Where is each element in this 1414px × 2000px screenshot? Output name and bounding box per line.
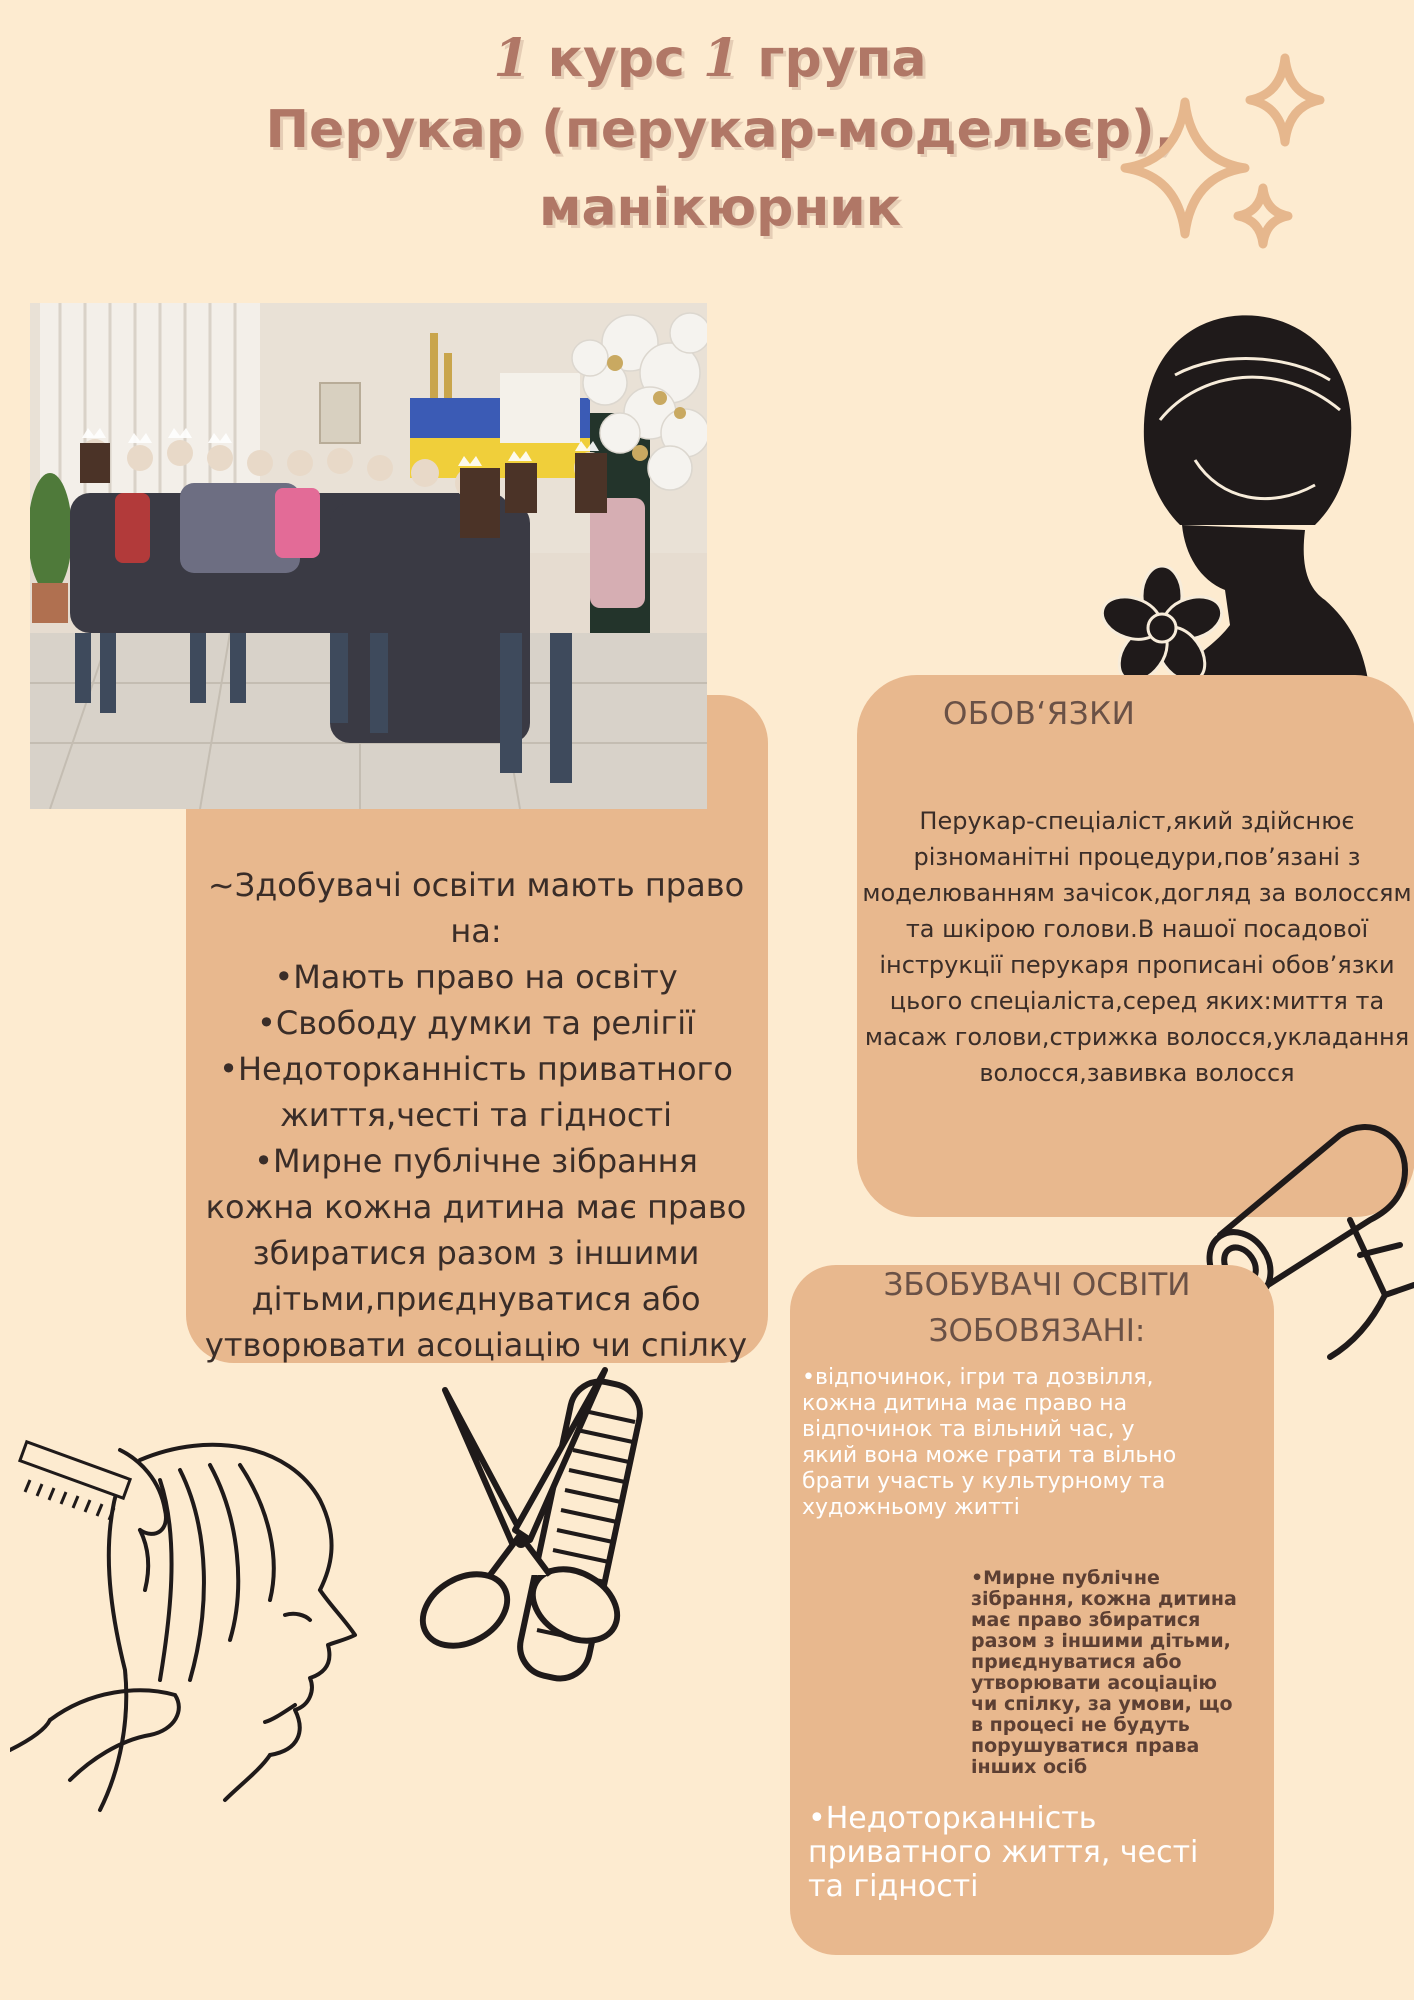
- rights-text: [196, 862, 756, 1368]
- hairdresser-illustration: [10, 1420, 430, 1840]
- group-photo: [30, 303, 707, 809]
- title-line-2: Перукар (перукар-модельєр),: [265, 100, 1175, 160]
- title-line-1: 1 курс 1 група: [493, 28, 927, 89]
- rights-item: •Свободу думки та релігії: [256, 1004, 696, 1042]
- rights-item: •Мають право на освіту: [274, 958, 678, 996]
- obligations-item-1: •відпочинок, ігри та дозвілля, кожна дитина має право на відпочинок та вільний час, у який вона може грати та вільно брати участь у культурному та художньому житті: [802, 1365, 1177, 1520]
- obligations-item-2: •Мирне публічне зібрання, кожна дитина має право збиратися разом з іншими дітьми, приєднуватися або утворювати асоціацію чи спілку, за умови, що в процесі не будуть порушуватися права інших осіб: [971, 1567, 1237, 1778]
- flower-icon: [1098, 566, 1226, 686]
- duties-text: Перукар-спеціаліст,який здійснює різноманітні процедури,пов’язані з моделюванням зачісок,догляд за волоссям та шкірою голови.В нашої посадової інструкції перукаря прописані обов’язки цього спеціаліста,серед яких:миття та масаж голови,стрижка волосся,укладання волосся,завивка волосся: [862, 807, 1412, 1087]
- rights-intro: ~Здобувачі освіти мають право на:: [207, 866, 745, 950]
- obligations-item-3: •Недоторканність приватного життя, честі та гідності: [808, 1801, 1199, 1904]
- rights-item: •Недоторканність приватного життя,честі та гідності: [219, 1050, 733, 1134]
- scissors-comb-icon: [405, 1360, 695, 1700]
- sparkle-icon: [1120, 50, 1350, 270]
- obligations-title: ЗБОБУВАЧІ ОСВІТИ ЗОБОВЯЗАНІ:: [883, 1267, 1191, 1349]
- title-line-3: манікюрник: [538, 178, 902, 238]
- rights-item: •Мирне публічне зібрання кожна кожна дитина має право збиратися разом з іншими дітьми,приєднуватися або утворювати асоціацію чи спілку: [204, 1142, 748, 1364]
- duties-title: ОБОВʻЯЗКИ: [943, 696, 1136, 732]
